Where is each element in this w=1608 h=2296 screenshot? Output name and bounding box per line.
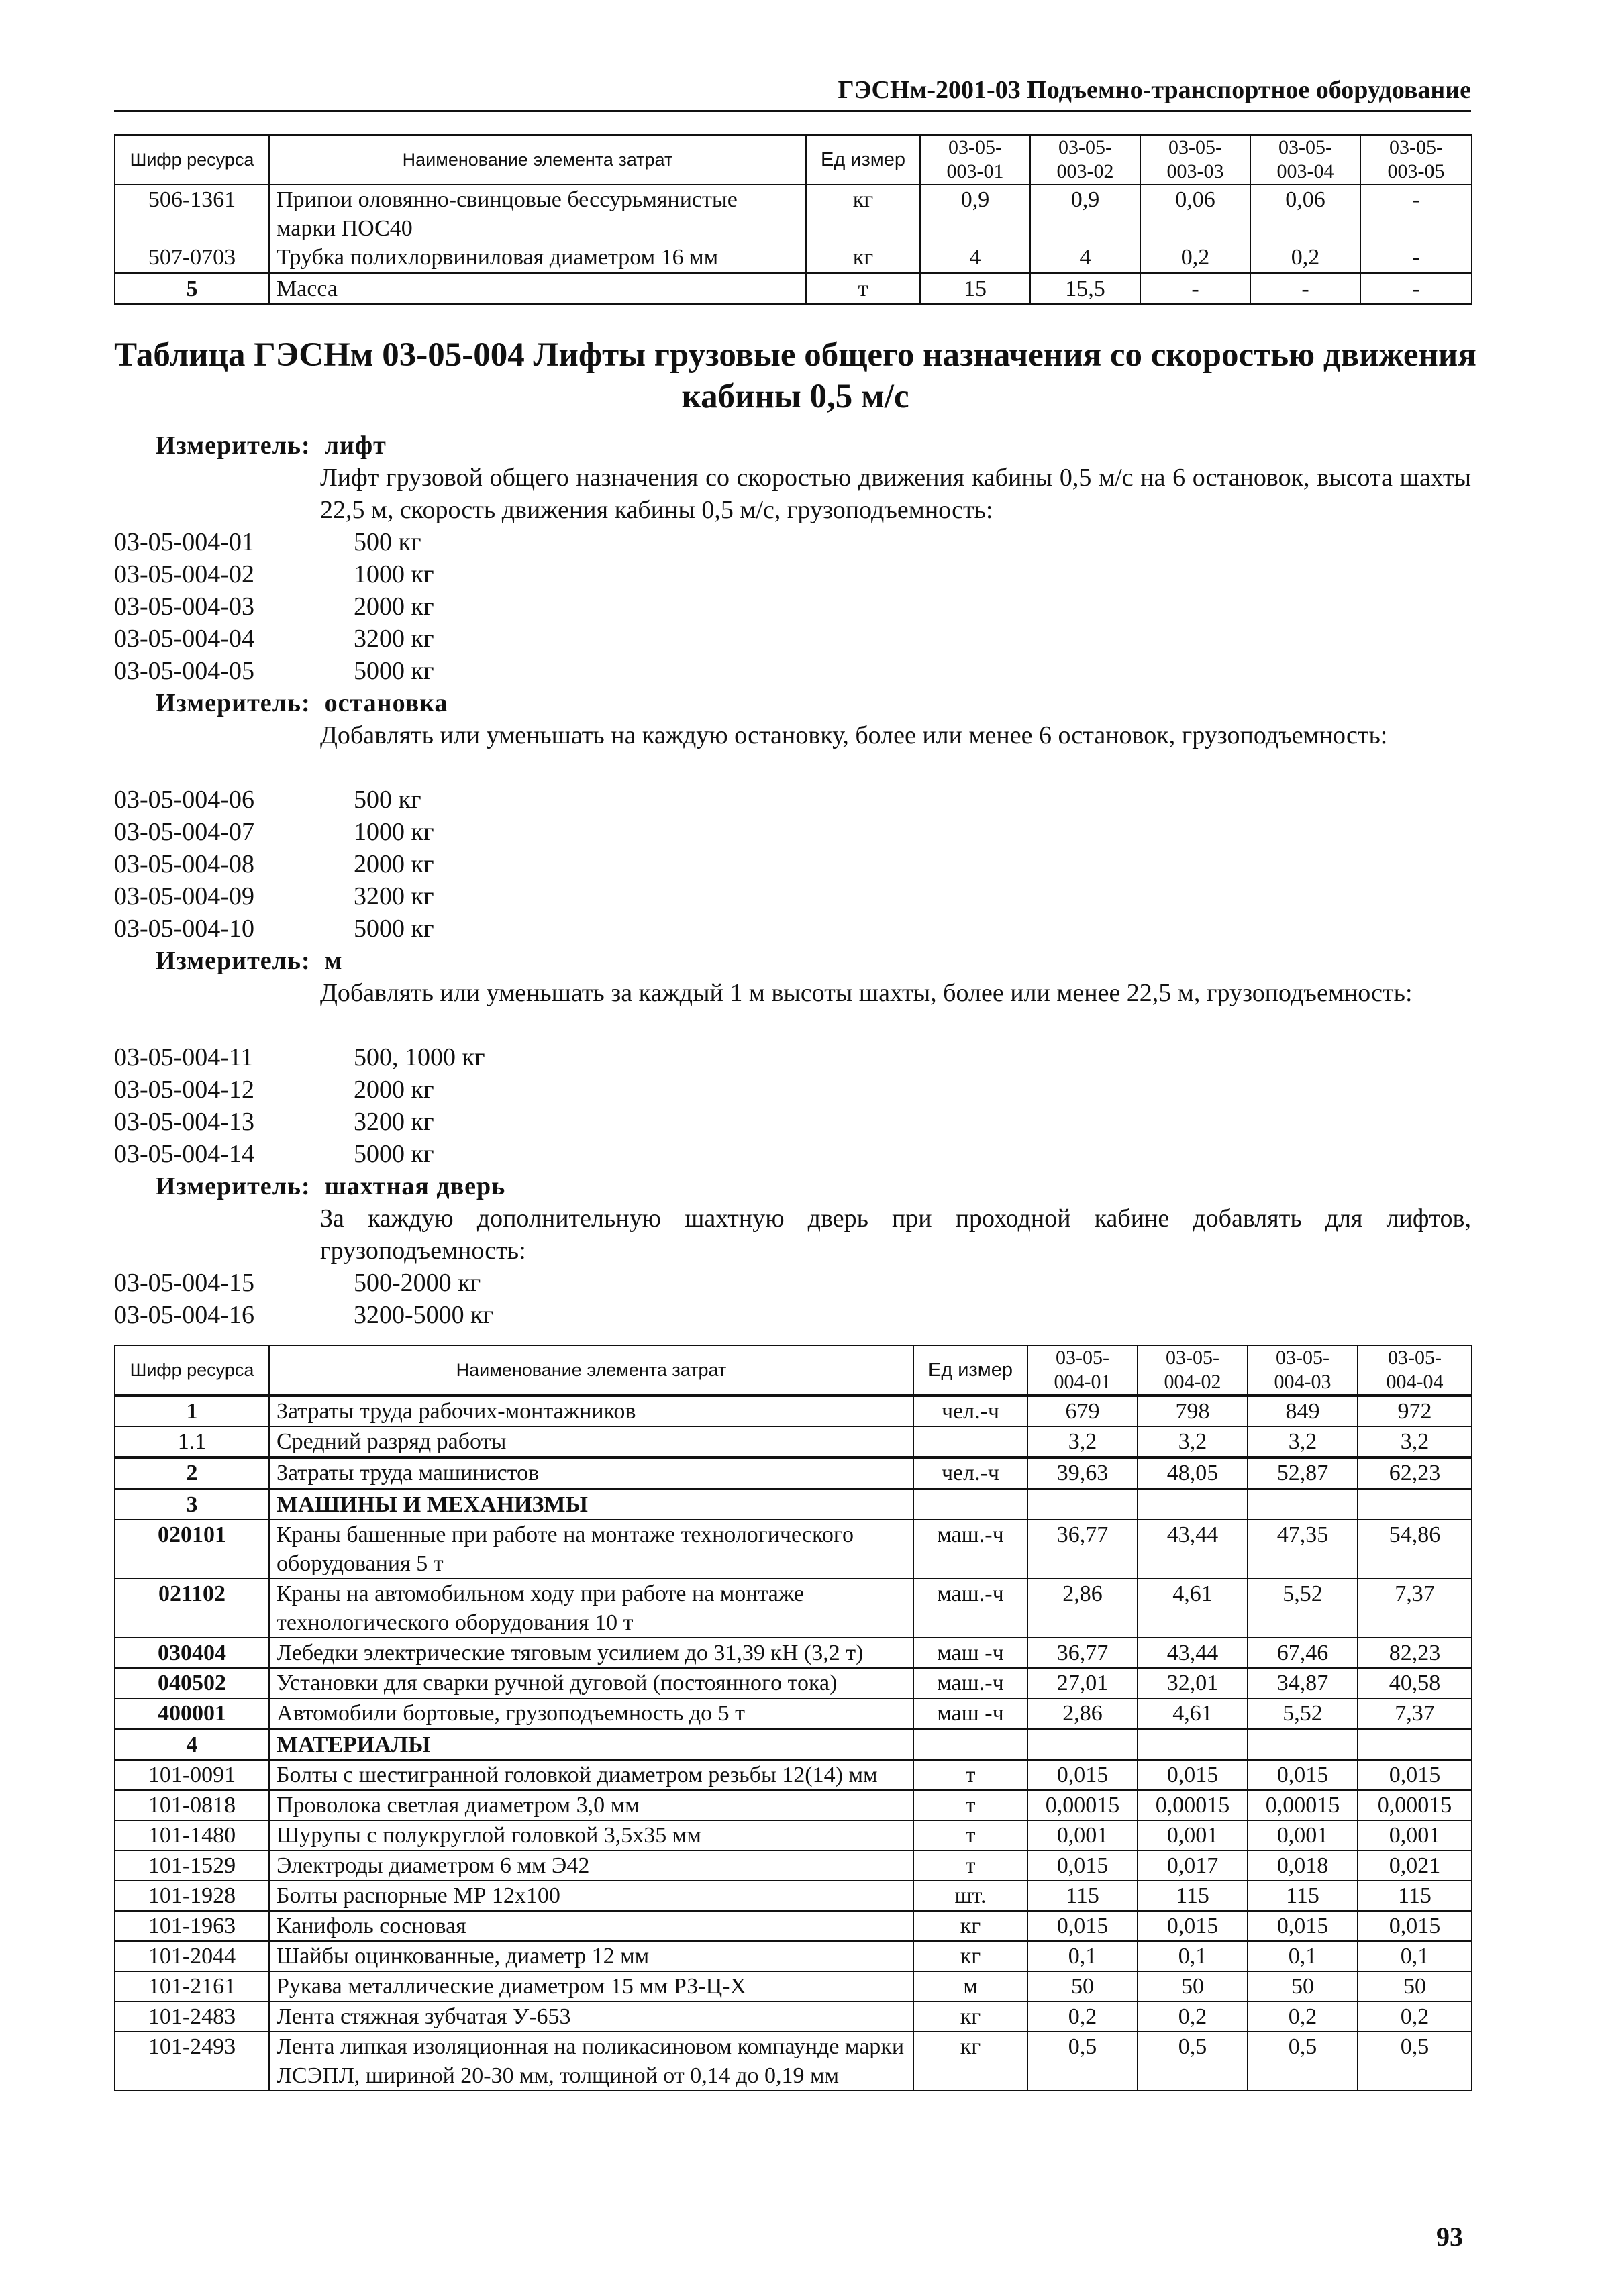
cell-value: 0,9 [920, 185, 1030, 243]
cell-value: 115 [1358, 1881, 1472, 1911]
cell-value: 0,2 [1027, 2001, 1138, 2032]
cell-value [1358, 1729, 1472, 1760]
cell-value: 34,87 [1248, 1668, 1358, 1698]
cell-value: 50 [1248, 1971, 1358, 2001]
cell-code: 030404 [115, 1638, 269, 1668]
cell-unit: кг [806, 243, 920, 273]
table-row [115, 1760, 1472, 1790]
cell-value: 0,06 [1140, 185, 1250, 243]
cell-name: Затраты труда машинистов [269, 1457, 913, 1489]
cell-value: 0,2 [1138, 2001, 1248, 2032]
cell-code: 1 [115, 1396, 269, 1426]
cell-value: - [1360, 243, 1472, 273]
cell-unit: м [913, 1971, 1027, 2001]
cell-value: 972 [1358, 1396, 1472, 1426]
col-header: 03-05- 004-04 [1358, 1345, 1472, 1396]
table-row [115, 1941, 1472, 1971]
cell-code: 3 [115, 1489, 269, 1520]
cell-value: 7,37 [1358, 1579, 1472, 1638]
cell-value [1358, 1489, 1472, 1520]
cell-value: 0,015 [1138, 1760, 1248, 1790]
table-row [115, 1790, 1472, 1820]
cell-code: 101-0818 [115, 1790, 269, 1820]
measure-description: Добавлять или уменьшать на каждую остановку, более или менее 6 остановок, грузоподъемность: [320, 721, 1388, 749]
cell-name: МАТЕРИАЛЫ [269, 1729, 913, 1760]
cell-value: 0,015 [1027, 1760, 1138, 1790]
cell-value: 0,001 [1138, 1820, 1248, 1850]
table-row [115, 1668, 1472, 1698]
cell-name: Трубка полихлорвиниловая диаметром 16 мм [269, 243, 806, 273]
cell-name: МАШИНЫ И МЕХАНИЗМЫ [269, 1489, 913, 1520]
table-row [115, 1820, 1472, 1850]
cell-value: 50 [1138, 1971, 1248, 2001]
item-value: 2000 кг [354, 1076, 434, 1104]
cell-code: 101-2161 [115, 1971, 269, 2001]
measure-description: Добавлять или уменьшать за каждый 1 м высоты шахты, более или менее 22,5 м, грузоподъемность: [320, 979, 1413, 1007]
section-title [114, 334, 1476, 417]
cell-value: 43,44 [1138, 1520, 1248, 1579]
cell-code: 101-2493 [115, 2032, 269, 2091]
item-value: 3200 кг [354, 625, 434, 653]
cell-value: 0,5 [1027, 2032, 1138, 2091]
cell-value: 5,52 [1248, 1698, 1358, 1729]
cell-value: 0,1 [1027, 1941, 1138, 1971]
item-code: 03-05-004-15 [114, 1269, 254, 1297]
cell-value: 0,1 [1248, 1941, 1358, 1971]
measure-label: Измеритель: [156, 1172, 311, 1200]
cell-code: 101-1963 [115, 1911, 269, 1941]
item-code: 03-05-004-08 [114, 850, 254, 878]
cell-unit: маш.-ч [913, 1520, 1027, 1579]
item-code: 03-05-004-12 [114, 1076, 254, 1104]
table-row [115, 1729, 1472, 1760]
cell-value: 0,1 [1358, 1941, 1472, 1971]
item-code: 03-05-004-02 [114, 560, 254, 588]
cell-unit: т [913, 1850, 1027, 1881]
cell-value: 7,37 [1358, 1698, 1472, 1729]
table-row [115, 243, 1472, 273]
cell-value: 0,1 [1138, 1941, 1248, 1971]
cell-unit: т [806, 273, 920, 304]
cell-name: Болты распорные МР 12х100 [269, 1881, 913, 1911]
measure-description: Лифт грузовой общего назначения со скоростью движения кабины 0,5 м/с на 6 остановок, высота шахты 22,5 м, скорость движения кабины 0,5 м/с, грузоподъемность: [320, 464, 1471, 524]
measure-unit: м [324, 947, 343, 975]
item-code: 03-05-004-11 [114, 1043, 254, 1072]
measure-unit: остановка [324, 689, 448, 717]
top-table [114, 134, 1472, 305]
cell-value: 39,63 [1027, 1457, 1138, 1489]
item-value: 3200-5000 кг [354, 1301, 494, 1329]
item-value: 500 кг [354, 786, 421, 814]
item-value: 1000 кг [354, 560, 434, 588]
cell-name-line: Припои оловянно-свинцовые бессурьмянистые [277, 187, 738, 212]
cell-code: 101-1529 [115, 1850, 269, 1881]
cell-code: 101-0091 [115, 1760, 269, 1790]
cell-value: 27,01 [1027, 1668, 1138, 1698]
col-header: 03-05- 004-03 [1248, 1345, 1358, 1396]
cell-name: Лента липкая изоляционная на поликасиновом компаунде марки ЛСЭПЛ, шириной 20-30 мм, толщиной от 0,14 до 0,19 мм [269, 2032, 913, 2091]
col-header: Ед измер [913, 1345, 1027, 1396]
cell-value: 0,2 [1248, 2001, 1358, 2032]
item-code: 03-05-004-13 [114, 1108, 254, 1136]
measure-label: Измеритель: [156, 689, 311, 717]
item-code: 03-05-004-01 [114, 528, 254, 556]
cell-value: 798 [1138, 1396, 1248, 1426]
measure-description: За каждую дополнительную шахтную дверь при проходной кабине добавлять для лифтов, грузоподъемность: [320, 1204, 1471, 1265]
cell-value: 0,001 [1027, 1820, 1138, 1850]
cell-unit: маш -ч [913, 1698, 1027, 1729]
col-header: Наименование элемента затрат [269, 1345, 913, 1396]
cell-value: 4 [920, 243, 1030, 273]
cell-value: 115 [1138, 1881, 1248, 1911]
table-row [115, 185, 1472, 243]
col-header: 03-05- 003-04 [1250, 135, 1360, 185]
cell-value: 54,86 [1358, 1520, 1472, 1579]
table-row [115, 1396, 1472, 1426]
cell-value: 47,35 [1248, 1520, 1358, 1579]
cell-value: 0,00015 [1138, 1790, 1248, 1820]
item-value: 5000 кг [354, 1140, 434, 1168]
cell-value [1248, 1489, 1358, 1520]
cell-value: 5,52 [1248, 1579, 1358, 1638]
cell-name: Лента стяжная зубчатая У-653 [269, 2001, 913, 2032]
cell-value: 0,5 [1248, 2032, 1358, 2091]
cell-value: 3,2 [1138, 1426, 1248, 1457]
cell-value: - [1250, 273, 1360, 304]
cell-value [1138, 1489, 1248, 1520]
table-row [115, 1579, 1472, 1638]
page-number: 93 [1436, 2222, 1463, 2252]
cell-value: 40,58 [1358, 1668, 1472, 1698]
cell-code: 101-1480 [115, 1820, 269, 1850]
cell-value: 115 [1027, 1881, 1138, 1911]
cell-code: 507-0703 [115, 243, 269, 273]
item-code: 03-05-004-07 [114, 818, 254, 846]
cell-unit: кг [913, 2032, 1027, 2091]
cell-unit: т [913, 1790, 1027, 1820]
main-table [114, 1345, 1472, 2091]
col-header: Наименование элемента затрат [269, 135, 806, 185]
cell-unit: маш.-ч [913, 1668, 1027, 1698]
main-table-header [115, 1345, 1472, 1396]
cell-code: 4 [115, 1729, 269, 1760]
measure-heading [156, 1170, 505, 1202]
table-row [115, 1457, 1472, 1489]
cell-name: Проволока светлая диаметром 3,0 мм [269, 1790, 913, 1820]
measure-unit: лифт [324, 431, 387, 460]
table-row [115, 1881, 1472, 1911]
col-header: Ед измер [806, 135, 920, 185]
cell-unit: маш.-ч [913, 1579, 1027, 1638]
cell-name: Лебедки электрические тяговым усилием до 31,39 кН (3,2 т) [269, 1638, 913, 1668]
cell-value: 50 [1027, 1971, 1138, 2001]
table-row [115, 1698, 1472, 1729]
cell-code: 101-2044 [115, 1941, 269, 1971]
item-code: 03-05-004-03 [114, 592, 254, 621]
cell-value: 0,015 [1248, 1760, 1358, 1790]
cell-value: - [1140, 273, 1250, 304]
cell-unit: шт. [913, 1881, 1027, 1911]
cell-value: 43,44 [1138, 1638, 1248, 1668]
cell-value [1138, 1729, 1248, 1760]
cell-value: 0,001 [1358, 1820, 1472, 1850]
measure-heading [156, 945, 343, 977]
cell-unit: т [913, 1820, 1027, 1850]
cell-value: 0,00015 [1027, 1790, 1138, 1820]
cell-name: Установки для сварки ручной дуговой (постоянного тока) [269, 1668, 913, 1698]
col-header: Шифр ресурса [115, 1345, 269, 1396]
cell-value: 0,015 [1027, 1911, 1138, 1941]
cell-value: 0,5 [1358, 2032, 1472, 2091]
cell-name: Масса [269, 273, 806, 304]
cell-unit [913, 1729, 1027, 1760]
col-header: 03-05- 004-01 [1027, 1345, 1138, 1396]
item-value: 5000 кг [354, 915, 434, 943]
cell-name: Затраты труда рабочих-монтажников [269, 1396, 913, 1426]
cell-unit: чел.-ч [913, 1396, 1027, 1426]
cell-value: 67,46 [1248, 1638, 1358, 1668]
item-value: 2000 кг [354, 592, 434, 621]
cell-code: 040502 [115, 1668, 269, 1698]
item-code: 03-05-004-16 [114, 1301, 254, 1329]
cell-value: 4 [1030, 243, 1140, 273]
section-title-line: Таблица ГЭСНм 03-05-004 Лифты грузовые общего назначения со скоростью движения [114, 336, 1476, 374]
cell-value: 36,77 [1027, 1638, 1138, 1668]
cell-value: 0,018 [1248, 1850, 1358, 1881]
cell-value: 82,23 [1358, 1638, 1472, 1668]
measure-heading [156, 687, 448, 719]
cell-value: 32,01 [1138, 1668, 1248, 1698]
cell-value: 2,86 [1027, 1579, 1138, 1638]
running-header: ГЭСНм-2001-03 Подъемно-транспортное оборудование [114, 75, 1471, 112]
item-value: 3200 кг [354, 1108, 434, 1136]
cell-value: 0,2 [1250, 243, 1360, 273]
top-table-header [115, 135, 1472, 185]
cell-name: Шайбы оцинкованные, диаметр 12 мм [269, 1941, 913, 1971]
cell-value: - [1360, 273, 1472, 304]
col-header: Шифр ресурса [115, 135, 269, 185]
col-header: 03-05- 003-05 [1360, 135, 1472, 185]
cell-value: 0,015 [1358, 1760, 1472, 1790]
cell-name: Шурупы с полукруглой головкой 3,5х35 мм [269, 1820, 913, 1850]
table-row [115, 1426, 1472, 1457]
measure-unit: шахтная дверь [324, 1172, 506, 1200]
cell-value: 50 [1358, 1971, 1472, 2001]
item-value: 1000 кг [354, 818, 434, 846]
item-code: 03-05-004-14 [114, 1140, 254, 1168]
cell-unit: кг [913, 1911, 1027, 1941]
cell-code: 1.1 [115, 1426, 269, 1457]
measure-label: Измеритель: [156, 431, 311, 460]
cell-value: 679 [1027, 1396, 1138, 1426]
cell-value: 115 [1248, 1881, 1358, 1911]
cell-value [1248, 1729, 1358, 1760]
table-row [115, 1489, 1472, 1520]
table-row [115, 1911, 1472, 1941]
cell-name: Краны башенные при работе на монтаже технологического оборудования 5 т [269, 1520, 913, 1579]
cell-code: 506-1361 [115, 185, 269, 243]
cell-code: 021102 [115, 1579, 269, 1638]
table-row [115, 2001, 1472, 2032]
cell-name: Краны на автомобильном ходу при работе на монтаже технологического оборудования 10 т [269, 1579, 913, 1638]
cell-code: 5 [115, 273, 269, 304]
cell-code: 101-1928 [115, 1881, 269, 1911]
measure-label: Измеритель: [156, 947, 311, 975]
cell-value: 4,61 [1138, 1698, 1248, 1729]
cell-value: 62,23 [1358, 1457, 1472, 1489]
item-value: 500-2000 кг [354, 1269, 481, 1297]
cell-value: 3,2 [1358, 1426, 1472, 1457]
cell-value: 15,5 [1030, 273, 1140, 304]
table-row [115, 2032, 1472, 2091]
cell-code: 2 [115, 1457, 269, 1489]
cell-value: 0,5 [1138, 2032, 1248, 2091]
cell-unit: кг [913, 2001, 1027, 2032]
cell-value: 0,00015 [1358, 1790, 1472, 1820]
cell-value: 0,001 [1248, 1820, 1358, 1850]
cell-value: 0,015 [1248, 1911, 1358, 1941]
col-header: 03-05- 003-02 [1030, 135, 1140, 185]
cell-code: 101-2483 [115, 2001, 269, 2032]
cell-name: Рукава металлические диаметром 15 мм РЗ-Ц-Х [269, 1971, 913, 2001]
item-code: 03-05-004-09 [114, 882, 254, 910]
item-value: 3200 кг [354, 882, 434, 910]
cell-value [1027, 1489, 1138, 1520]
cell-unit: кг [913, 1941, 1027, 1971]
cell-value: 2,86 [1027, 1698, 1138, 1729]
cell-value: 0,015 [1138, 1911, 1248, 1941]
measure-heading [156, 429, 387, 462]
cell-value: 0,2 [1358, 2001, 1472, 2032]
cell-value: - [1360, 185, 1472, 243]
item-value: 500 кг [354, 528, 421, 556]
table-row [115, 273, 1472, 304]
item-code: 03-05-004-05 [114, 657, 254, 685]
cell-code: 020101 [115, 1520, 269, 1579]
cell-value: 3,2 [1248, 1426, 1358, 1457]
item-code: 03-05-004-06 [114, 786, 254, 814]
cell-unit: маш -ч [913, 1638, 1027, 1668]
cell-value: 0,06 [1250, 185, 1360, 243]
cell-value: 0,015 [1358, 1911, 1472, 1941]
cell-name: Канифоль сосновая [269, 1911, 913, 1941]
cell-value: 0,017 [1138, 1850, 1248, 1881]
cell-value: 36,77 [1027, 1520, 1138, 1579]
cell-code: 400001 [115, 1698, 269, 1729]
col-header: 03-05- 003-03 [1140, 135, 1250, 185]
item-code: 03-05-004-04 [114, 625, 254, 653]
cell-value: 0,021 [1358, 1850, 1472, 1881]
cell-value: 0,00015 [1248, 1790, 1358, 1820]
cell-unit: кг [806, 185, 920, 243]
item-code: 03-05-004-10 [114, 915, 254, 943]
cell-name: Болты с шестигранной головкой диаметром резьбы 12(14) мм [269, 1760, 913, 1790]
cell-value: 4,61 [1138, 1579, 1248, 1638]
col-header: 03-05- 003-01 [920, 135, 1030, 185]
table-row [115, 1971, 1472, 2001]
cell-value [1027, 1729, 1138, 1760]
cell-unit [913, 1426, 1027, 1457]
item-value: 5000 кг [354, 657, 434, 685]
main-table-body [115, 1396, 1472, 2091]
table-row [115, 1520, 1472, 1579]
table-row [115, 1638, 1472, 1668]
col-header: 03-05- 004-02 [1138, 1345, 1248, 1396]
cell-value: 3,2 [1027, 1426, 1138, 1457]
cell-value: 52,87 [1248, 1457, 1358, 1489]
item-value: 500, 1000 кг [354, 1043, 485, 1072]
cell-name: Средний разряд работы [269, 1426, 913, 1457]
cell-unit [913, 1489, 1027, 1520]
cell-value: 0,2 [1140, 243, 1250, 273]
table-row [115, 1850, 1472, 1881]
cell-value: 48,05 [1138, 1457, 1248, 1489]
cell-unit: чел.-ч [913, 1457, 1027, 1489]
cell-value: 849 [1248, 1396, 1358, 1426]
cell-name: Автомобили бортовые, грузоподъемность до 5 т [269, 1698, 913, 1729]
cell-name: Электроды диаметром 6 мм Э42 [269, 1850, 913, 1881]
cell-value: 15 [920, 273, 1030, 304]
section-title-line: кабины 0,5 м/с [681, 378, 909, 415]
item-value: 2000 кг [354, 850, 434, 878]
cell-unit: т [913, 1760, 1027, 1790]
cell-name [269, 185, 806, 243]
cell-name-line: марки ПОС40 [277, 216, 413, 241]
cell-value: 0,9 [1030, 185, 1140, 243]
cell-value: 0,015 [1027, 1850, 1138, 1881]
